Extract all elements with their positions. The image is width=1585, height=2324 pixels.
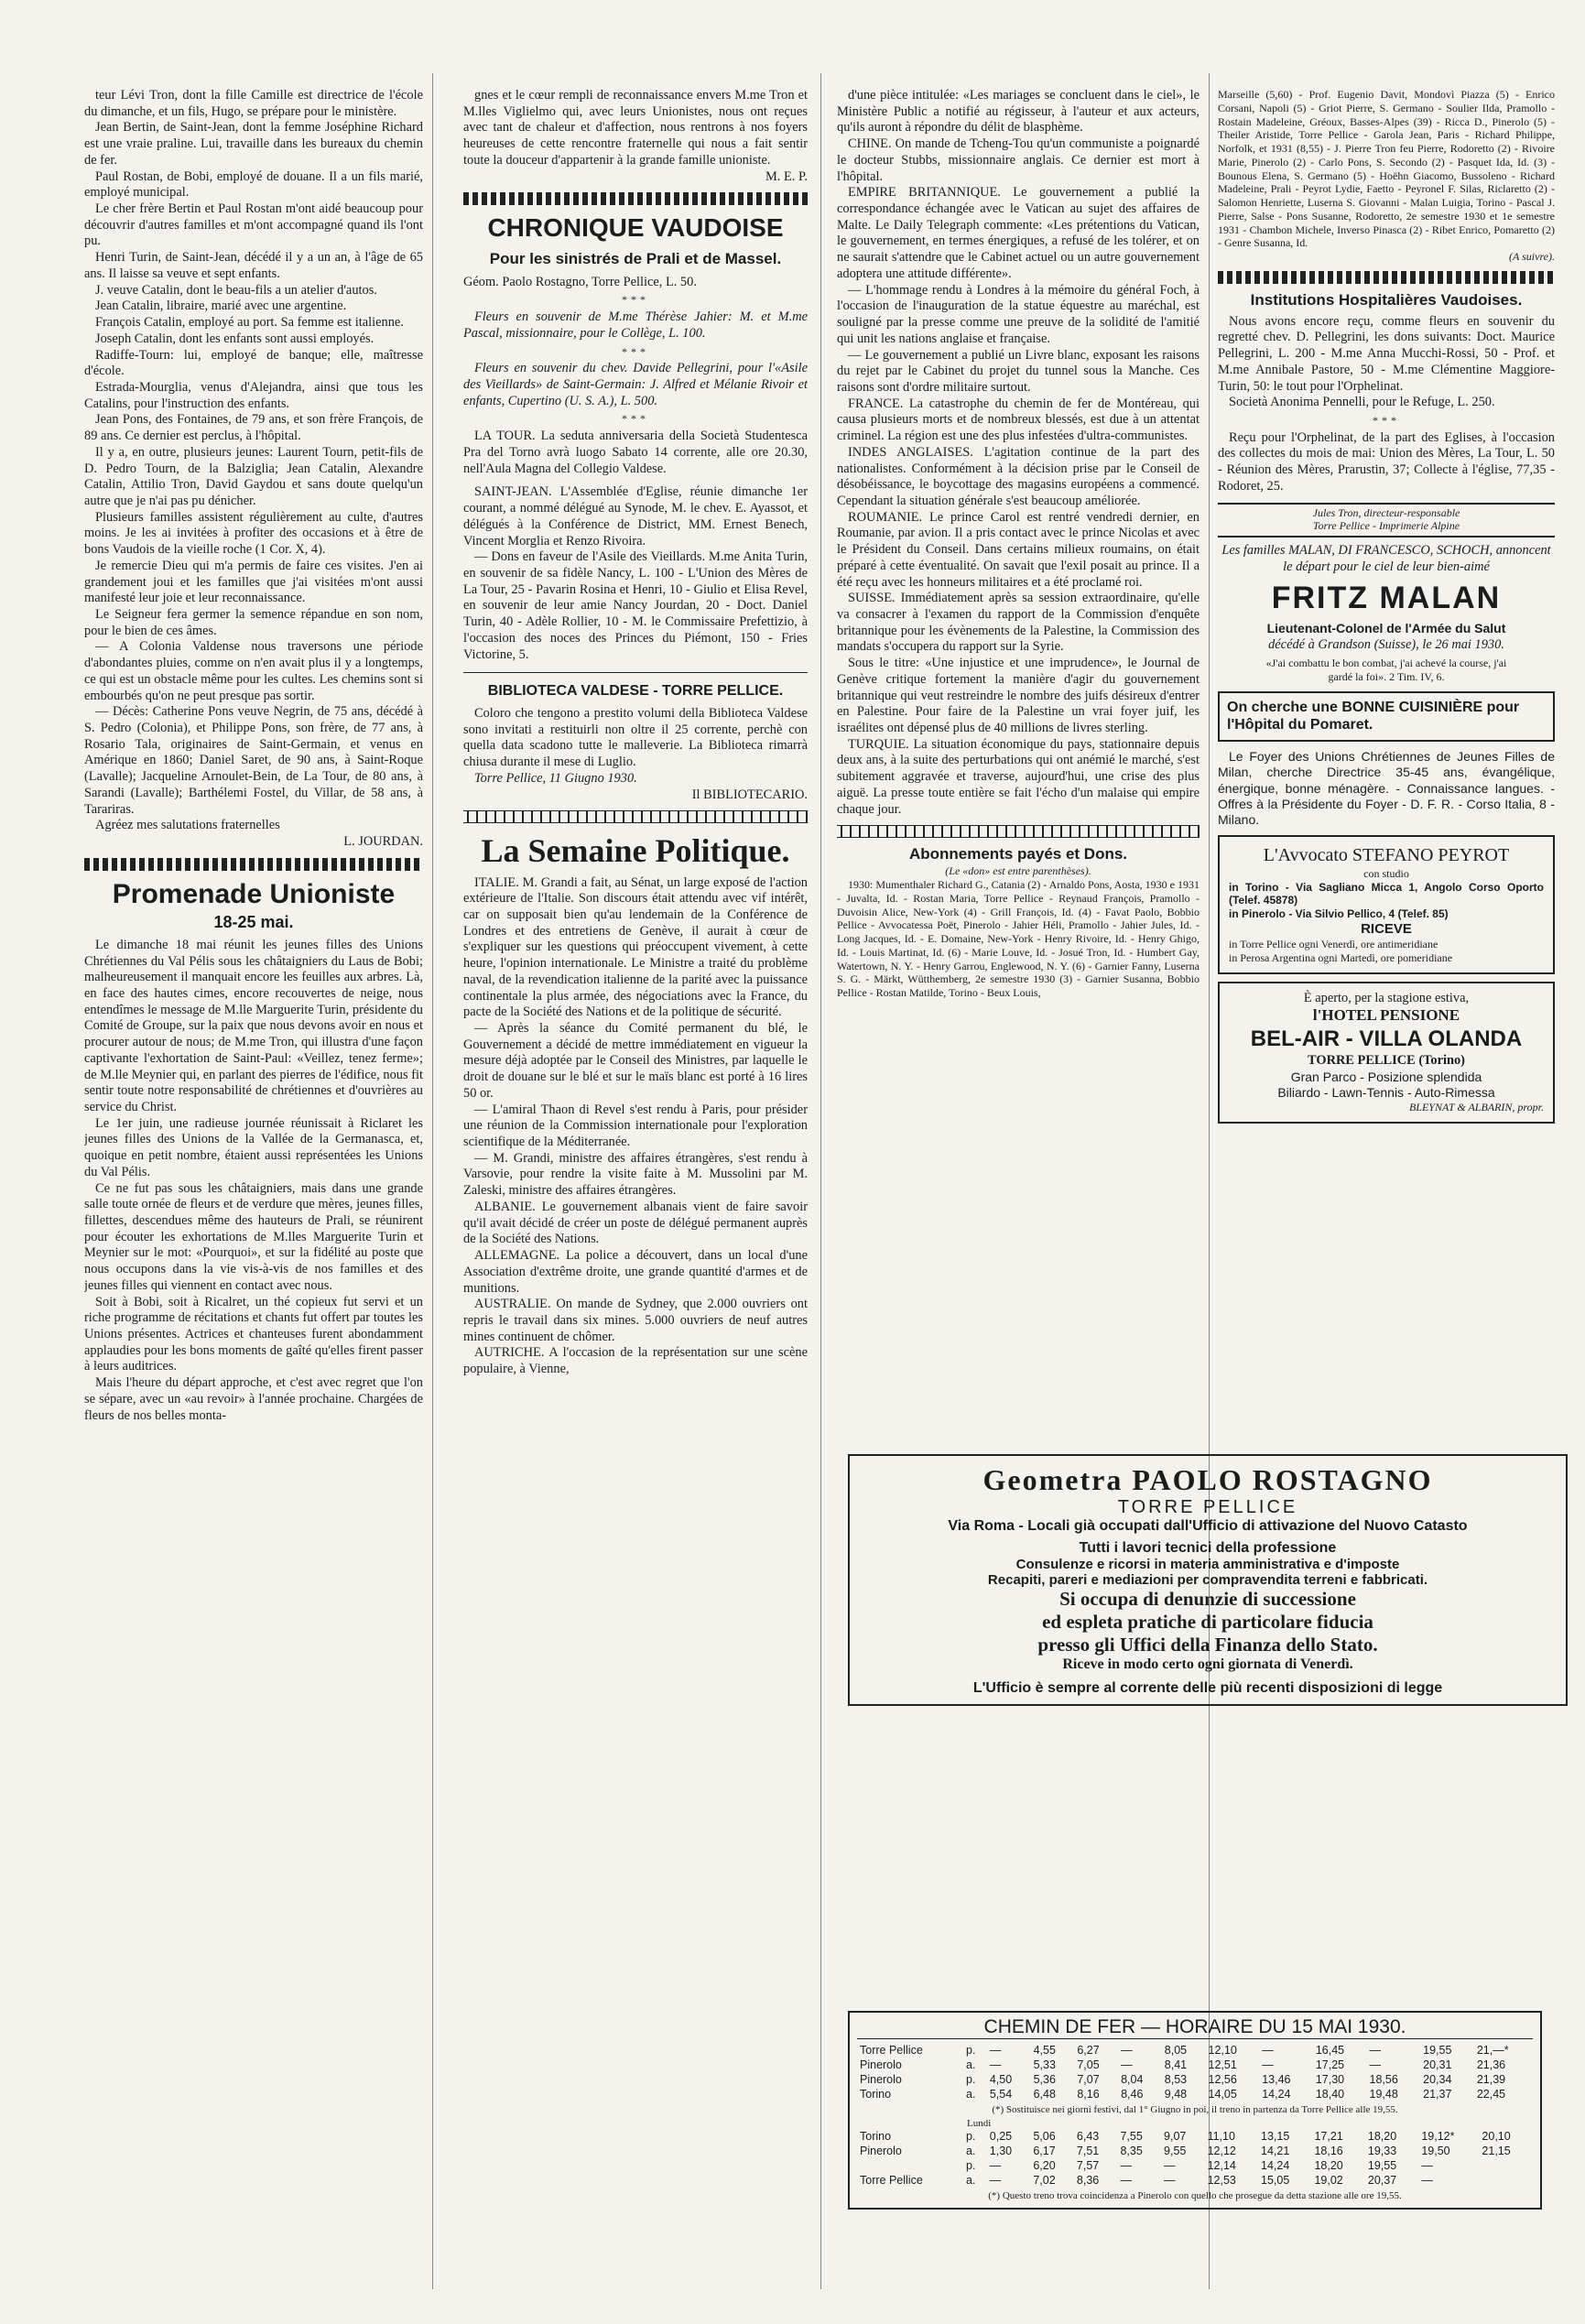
rail-time: 6,20 xyxy=(1033,2159,1056,2172)
rail-row xyxy=(857,2173,1533,2188)
column-rule xyxy=(1209,73,1210,2289)
paragraph: SUISSE. Immédiatement après sa session extraordinaire, qu'elle va consacrer à l'examen du rapport de la Commission d'enquête britannique pour les évènements de la Palestine, la Commission des mandats s'occupera du rapport sur la Syrie. xyxy=(837,591,1200,655)
rail-time: 18,20 xyxy=(1314,2159,1343,2172)
rail-station: Torino xyxy=(860,2130,892,2143)
rail-time: 6,48 xyxy=(1033,2088,1056,2101)
rail-note-1: (*) Sostituisce nei giorni festivi, dal 1° Giugno in poi, il treno in partenza da Torre Pellice alle 19,55. xyxy=(992,2104,1398,2115)
paragraph: — Le gouvernement a publié un Livre blanc, exposant les raisons du rejet par le Cabinet du projet du tunnel sous la Manche. Ces raisons sont d'ordre militaire surtout. xyxy=(837,347,1200,395)
rail-time: — xyxy=(989,2159,1002,2172)
rail-time: — xyxy=(1164,2174,1176,2187)
rail-time: 8,05 xyxy=(1164,2044,1188,2057)
avv-studio: con studio xyxy=(1363,866,1409,880)
hotel-1: È aperto, per la stagione estiva, xyxy=(1303,990,1470,1005)
rail-time: 1,30 xyxy=(989,2145,1013,2157)
rail-time: 15,05 xyxy=(1261,2174,1290,2187)
rail-table-1 xyxy=(857,2043,1533,2101)
rail-time: — xyxy=(1421,2159,1433,2172)
hotel-6: Biliardo - Lawn-Tennis - Auto-Rimessa xyxy=(1277,1084,1495,1100)
rail-station: Torre Pellice xyxy=(860,2174,923,2187)
column-1 xyxy=(84,88,423,2304)
paragraph: — A Colonia Valdense nous traversons une période d'abondantes pluies, comme on n'en avait plus il y a longtemps, ce qui est un obstacle même pour les cultes. Les chemins sont si embourbés qu'on ne peut presque pas sortir. xyxy=(84,639,423,703)
avv-pinerolo: in Pinerolo - Via Silvio Pellico, 4 (Telef. 85) xyxy=(1229,907,1449,921)
rail-time: 9,07 xyxy=(1164,2130,1187,2143)
rail-time: — xyxy=(989,2174,1002,2187)
rail-row xyxy=(857,2072,1533,2087)
paragraph: — Après la séance du Comité permanent du blé, le Gouvernement a décidé de mettre immédiatement en vigueur la mesure déjà adoptée par le Conseil des Ministres, par laquelle le droit de douane sur le blé et sur le maïs blanc est porté à 16 lires 50 or. xyxy=(463,1021,808,1101)
rail-time: 4,50 xyxy=(989,2073,1013,2086)
signature: L. JOURDAN. xyxy=(343,834,423,850)
rail-time: p. xyxy=(966,2073,976,2086)
paragraph: Mais l'heure du départ approche, et c'est avec regret que l'on se sépare, avec un «au revoir» à l'année prochaine. Chargées de fleurs de nos belles monta- xyxy=(84,1375,423,1423)
rail-time: 13,46 xyxy=(1262,2073,1291,2086)
rail-time: 21,36 xyxy=(1476,2058,1506,2071)
rail-time: — xyxy=(1369,2044,1381,2057)
rail-time: 7,57 xyxy=(1076,2159,1100,2172)
bible-verse: «J'ai combattu le bon combat, j'ai achevé la course, j'ai gardé la foi». 2 Tim. IV, 6. xyxy=(1265,657,1507,684)
cuisiniere-text: On cherche une BONNE CUISINIÈRE pour l'Hôpital du Pomaret. xyxy=(1227,699,1520,733)
rail-time: — xyxy=(1120,2159,1132,2172)
fleurs-1: Fleurs en souvenir de M.me Thérèse Jahier: M. et M.me Pascal, missionnaire, pour le Collège, L. 100. xyxy=(463,310,808,341)
rail-time: 21,15 xyxy=(1482,2145,1511,2157)
stars-divider: *** xyxy=(1373,413,1400,427)
geometra-l7: Riceve in modo certo ogni giornata di Venerdì. xyxy=(1062,1656,1353,1672)
stjean-notice: SAINT-JEAN. L'Assemblée d'Eglise, réunie dimanche 1er courant, a nommé délégué au Synode, M. le chev. E. Ayassot, et délégués à la Conférence de District, MM. Ernest Benech, Vincent Morglia et Renzo Rivoira. xyxy=(463,484,808,548)
column-rule xyxy=(820,73,821,2289)
rail-time: — xyxy=(1121,2044,1133,2057)
foyer-ad: Le Foyer des Unions Chrétiennes de Jeunes Filles de Milan, cherche Directrice 35-45 ans, évangélique, énergique, bonne ménagère. - Connaissance langues. - Offres à la Présidente du Foyer - D. F. R. - Corso Italia, 8 - Milano. xyxy=(1218,749,1555,827)
paragraph: ALBANIE. Le gouvernement albanais vient de faire savoir qu'il avait décidé de créer un poste de délégué permanent auprès de la Société des Nations. xyxy=(463,1199,808,1247)
rail-time: 5,33 xyxy=(1033,2058,1056,2071)
paragraph: ALLEMAGNE. La police a découvert, dans un local d'une Association d'extrême droite, une grande quantité d'armes et de munitions. xyxy=(463,1248,808,1296)
paragraph: Joseph Catalin, dont les enfants sont aussi employés. xyxy=(95,331,375,346)
geometra-l8: L'Ufficio è sempre al corrente delle più recenti disposizioni di legge xyxy=(972,1680,1443,1696)
geometra-l5: ed espleta pratiche di particolare fiducia xyxy=(1042,1611,1373,1633)
paragraph: J. veuve Catalin, dont le beau-fils a un atelier d'autos. xyxy=(95,282,377,298)
rail-time: 20,10 xyxy=(1482,2130,1511,2143)
rail-time: — xyxy=(1262,2058,1274,2071)
rail-time: 19,12* xyxy=(1421,2130,1455,2143)
rail-time: 5,06 xyxy=(1033,2130,1056,2143)
semaine-title: La Semaine Politique. xyxy=(481,832,790,870)
rail-time: 8,16 xyxy=(1077,2088,1100,2101)
inst-p1: Nous avons encore reçu, comme fleurs en souvenir du regretté chev. D. Pellegrini, les dons suivants: Doct. Maurice Pellegrini, L. 200 - M.me Anna Mucchi-Rossi, 50 - Prof. et M.me Annibale Pastore, 50 - M.me Clémentine Maggiore-Turin, 50: le tout pour l'Orphelinat. xyxy=(1218,313,1555,394)
paragraph: Estrada-Mourglia, venus d'Alejandra, ainsi que tous les Catalins, pour l'instruction des enfants. xyxy=(84,379,423,411)
promenade-paragraphs xyxy=(84,938,423,1425)
abonnements-continued: Marseille (5,60) - Prof. Eugenio Davit, Mondovì Piazza (5) - Enrico Corsani, Napoli (5) - Griot Pierre, S. Germano - Soulier Ilda, Pramollo - Rostain Madeleine, Gréoux, Basses-Alpes (39) - Ricca D., Pinerolo (5) - Theiler Aristide, Torre Pellice - Garola Jean, Paris - Richard Philippe, Norfolk, et 1931 (8,55) - J. Pierre Tron feu Pierre, Rodoretto (2) - Rivoire Marie, Pinerolo (2) - Carlo Pons, S. Secondo (2) - Pasquet Ida, Id. (3) - Bounous Elena, S. Germano (5) - Hoëhn Giacomo, Bussoleno - Richard Madeleine, Prali - Peyrot Lydie, Faetto - Peyronel F. Silas, Riclaretto (2) - Salomon Henriette, Luserna S. Giovanni - Malan Luigia, Torino - Pascal J. Pierre, Salse - Pons Susanne, Rodoretto, 2e semestre 1930 et 1e semestre 1931 - Chambon Michele, Inverso Pinasca (2) - Ribet Enrico, Pomaretto (2) - Genre Susanna, Id. xyxy=(1218,88,1555,250)
rail-time: 14,05 xyxy=(1208,2088,1237,2101)
paragraph: Sous le titre: «Une injustice et une imprudence», le Journal de Genève critique fortement la manière d'agir du gouvernement britannique qui veut restreindre le nombre des juifs désireux d'entrer en Palestine. Pour faire de la Palestine un vrai foyer juif, les israélites ont dépensé plus de 40 millions de livres sterling. xyxy=(837,656,1200,736)
geometra-title: Geometra PAOLO ROSTAGNO xyxy=(982,1463,1433,1496)
rail-time: 8,53 xyxy=(1164,2073,1188,2086)
intro-text: gnes et le cœur rempli de reconnaissance envers M.me Tron et M.lles Viglielmo qui, avec leurs Unionistes, nous ont reçues avec tant de chaleur et d'affection, nous rentrons à nos foyers heureuses de cette rencontre fraternelle qui nous a fait sentir toute la douceur d'appartenir à la grande famille unioniste. xyxy=(463,88,808,168)
rail-time: 18,16 xyxy=(1314,2145,1343,2157)
ornament-divider xyxy=(463,192,808,205)
fritz-rank: Lieutenant-Colonel de l'Armée du Salut xyxy=(1266,621,1506,636)
paragraph: Le Seigneur fera germer la semence répandue en son nom, pour le bien de ces âmes. xyxy=(84,607,423,638)
paragraph: Jean Catalin, libraire, marié avec une argentine. xyxy=(95,299,347,314)
paragraph: Radiffe-Tourn: lui, employé de banque; elle, maîtresse d'école. xyxy=(84,347,423,379)
geometra-l4: Si occupa di denunzie di successione xyxy=(1059,1588,1356,1610)
paragraph: AUSTRALIE. On mande de Sydney, que 2.000 ouvriers ont repris le travail dans six mines. 5.000 ouvriers de neuf autres mines continuent de chômer. xyxy=(463,1297,808,1344)
rail-time: 12,12 xyxy=(1207,2145,1236,2157)
ornament-divider xyxy=(84,858,423,871)
col3-paragraphs xyxy=(837,88,1200,818)
rail-time: 18,56 xyxy=(1369,2073,1398,2086)
rail-station: Pinerolo xyxy=(860,2073,902,2086)
rail-note-2: (*) Questo treno trova coincidenza a Pinerolo con quello che prosegue da detta stazione alle ore 19,55. xyxy=(988,2190,1402,2201)
rail-time: 21,37 xyxy=(1423,2088,1452,2101)
avv-riceve: RICEVE xyxy=(1361,920,1412,937)
rail-time: a. xyxy=(966,2145,976,2157)
sinistres-title: Pour les sinistrés de Prali et de Massel. xyxy=(489,249,782,267)
familles-notice: Les familles MALAN, DI FRANCESCO, SCHOCH, annoncent le départ pour le ciel de leur bien-aimé xyxy=(1221,543,1551,574)
geometra-l3: Recapiti, pareri e mediazioni per compravendita terreni e fabbricati. xyxy=(987,1572,1428,1588)
paragraph: — Décès: Catherine Pons veuve Negrin, de 75 ans, décédé à S. Pedro (Colonia), et Philippe Pons, son frère, de 77 ans, à Rosario Tala, originaires de Saint-Germain, et venus en Amérique en 1860; Daniel Saret, de 90 ans, à Saint-Roque (Lavalle); Jacqueline Arnoulet-Bein, de La Tour, de 80 ans, à Sarandi (Lavalle); Barthélemi Fostel, du Villar, de 58 ans, à Tarariras. xyxy=(84,704,423,817)
fritz-name: FRITZ MALAN xyxy=(1271,580,1502,615)
rail-time: 12,53 xyxy=(1207,2174,1236,2187)
geometra-l1: Tutti i lavori tecnici della professione xyxy=(1079,1540,1337,1556)
avvocato-ad xyxy=(1218,835,1555,974)
rail-time: p. xyxy=(966,2130,976,2143)
rail-time: 21,39 xyxy=(1476,2073,1506,2086)
rail-time: — xyxy=(989,2058,1002,2071)
semaine-paragraphs xyxy=(463,875,808,1378)
rail-timetable xyxy=(848,2011,1542,2210)
rail-time: a. xyxy=(966,2174,976,2187)
paragraph: Je remercie Dieu qui m'a permis de faire ces visites. J'en ai grandement joui et les familles que j'ai visitées m'ont aussi manifesté leur joie et leur reconnaissance. xyxy=(84,558,423,606)
rail-time: 17,21 xyxy=(1314,2130,1343,2143)
rail-station: Pinerolo xyxy=(860,2145,902,2157)
sinistres-line: Géom. Paolo Rostagno, Torre Pellice, L. 50. xyxy=(463,274,697,289)
paragraph: Il y a, en outre, plusieurs jeunes: Laurent Tourn, petit-fils de D. Pedro Tourn, de la Balziglia; Jean Catalin, Alexandre Catalin, Attilio Tron, David Gaydou et sans doute quelqu'un autre que je n'ai pas pu dénicher. xyxy=(84,444,423,508)
rail-time: 19,48 xyxy=(1369,2088,1398,2101)
geometra-l6: presso gli Uffici della Finanza dello Stato. xyxy=(1037,1634,1378,1656)
rail-time: a. xyxy=(966,2088,976,2101)
geometra-ad xyxy=(848,1454,1568,1706)
paragraph: Le cher frère Bertin et Paul Rostan m'ont aidé beaucoup pour découvrir d'autres familles et m'ont accompagné quand ils l'ont pu. xyxy=(84,201,423,249)
column-4 xyxy=(1218,88,1555,1416)
paragraph: teur Lévi Tron, dont la fille Camille est directrice de l'école du dimanche, et un fils, Hugo, se prépare pour le ministère. xyxy=(84,88,423,119)
stars-divider: *** xyxy=(622,412,649,426)
rail-time: — xyxy=(1121,2058,1133,2071)
institutions-title: Institutions Hospitalières Vaudoises. xyxy=(1250,290,1523,309)
ornament-divider xyxy=(463,810,808,823)
rail-time: 20,34 xyxy=(1423,2073,1452,2086)
rail-time: 6,27 xyxy=(1077,2044,1100,2057)
geometra-place: TORRE PELLICE xyxy=(1117,1497,1298,1517)
rail-time: — xyxy=(1262,2044,1274,2057)
paragraph: Ce ne fut pas sous les châtaigniers, mais dans une grande salle toute ornée de fleurs et de verdure que mères, jeunes filles, fillettes, descendues même des hauteurs de Prali, se réunirent pour écouter les exhortations de M.lles Marguerite Turin et Meynier sur le mot: «Pourquoi», et sur la fidélité au poste que nous occupons dans la vie vis-à-vis de nos familles et des jeunes filles qui viennent en contact avec nous. xyxy=(84,1180,423,1293)
paragraph: d'une pièce intitulée: «Les mariages se concluent dans le ciel», le Ministère Public a notifié au régisseur, à l'auteur et aux acteurs, qu'ils auront à répondre du délit de blasphème. xyxy=(837,88,1200,136)
rail-time: 16,45 xyxy=(1315,2044,1345,2057)
rail-time: 11,10 xyxy=(1207,2130,1235,2143)
column-3 xyxy=(837,88,1200,1416)
rail-time: — xyxy=(1421,2174,1433,2187)
rail-station xyxy=(857,2158,963,2173)
paragraph: Paul Rostan, de Bobi, employé de douane. Il a un fils marié, employé municipal. xyxy=(84,168,423,201)
paragraph: Agréez mes salutations fraternelles xyxy=(95,818,280,833)
hotel-3: BEL-AIR - VILLA OLANDA xyxy=(1250,1026,1523,1052)
abonnements-subtitle: (Le «don» est entre parenthèses). xyxy=(945,864,1091,878)
rail-time: 20,37 xyxy=(1367,2174,1397,2187)
column-2 xyxy=(463,88,808,2304)
inst-p2: Società Anonima Pennelli, pour le Refuge, L. 250. xyxy=(1229,395,1495,410)
ornament-divider xyxy=(837,825,1200,838)
dons-notice: — Dons en faveur de l'Asile des Vieillards. M.me Anita Turin, en souvenir de sa fidèle Nancy, L. 100 - L'Union des Mères de La Tour, 25 - Pavarin Rosina et Henri, 10 - Giulio et Elisa Revel, en souvenir de leur amie Nancy Jourdan, 20 - Doct. Daniel Turin, 40 - Adèle Rollier, 10 - M. le Commissaire Prefettizio, à l'occasion des noces des Princes du Piémont, 150 - Fries Victorine, 5. xyxy=(463,549,808,662)
stars-divider: *** xyxy=(622,344,649,358)
chronique-title: CHRONIQUE VAUDOISE xyxy=(487,213,784,243)
rail-time: 14,24 xyxy=(1261,2159,1290,2172)
hotel-2: l'HOTEL PENSIONE xyxy=(1312,1006,1460,1025)
paragraph: CHINE. On mande de Tcheng-Tou qu'un communiste a poignardé le docteur Stubbs, missionnaire anglais. Ce dernier est mort à l'hôpital. xyxy=(837,136,1200,184)
rail-time: 4,55 xyxy=(1033,2044,1056,2057)
rail-time: 6,17 xyxy=(1033,2145,1056,2157)
biblio-date: Torre Pellice, 11 Giugno 1930. xyxy=(474,770,637,786)
cuisiniere-ad xyxy=(1218,691,1555,742)
abonnements-title: Abonnements payés et Dons. xyxy=(908,845,1128,863)
imprint-director: Jules Tron, directeur-responsable xyxy=(1312,505,1460,519)
paragraph: Jean Pons, des Fontaines, de 79 ans, et son frère François, de 89 ans. Ce dernier est perclus, à l'hôpital. xyxy=(84,412,423,444)
rail-time: 19,02 xyxy=(1314,2174,1343,2187)
a-suivre: (A suivre). xyxy=(1509,250,1555,263)
paragraph: Le dimanche 18 mai réunit les jeunes filles des Unions Chrétiennes du Val Pélis sous les châtaigniers du Laus de Bobi; malheureusement il manquait encore les feuilles aux arbres. Là, en face des hautes cimes, encore recouvertes de neige, nous entendîmes le message de M.lle Marguerite Turin, présidente du Comité de Groupe, sur la paix que nous devons avoir en nous et procurer autour de nous; de M.me Tron, qui illustra d'une façon captivante l'exhortation de Saint-Paul: «Veillez, tenez ferme»; de M.lle Meynier qui, en parlant des pierres de l'édifice, nous fit sentir toute notre responsabilité de chrétiennes et d'ouvrières au service du Christ. xyxy=(84,937,423,1114)
rail-time: 9,55 xyxy=(1164,2145,1187,2157)
column-rule xyxy=(432,73,433,2289)
abonnements-list: 1930: Mumenthaler Richard G., Catania (2) - Arnaldo Pons, Aosta, 1930 e 1931 - Juvalta, Id. - Rostan Maria, Torre Pellice - Reynaud François, Pramollo - Duvoisin Alice, New-York (4) - Grill François, Id. (4) - Favat Paolo, Bobbio Pellice - Avvocatessa Poët, Pinerolo - Jahier Héli, Pramollo - Jahier Jules, Id. - Long Jacques, Id. - E. Domaine, New-York - Henry Rivoire, Id. - Henry Ghigo, Id. - Louis Martinat, Id. (6) - Marie Louve, Id. - Josué Tron, Id. - Humbert Gay, Watertown, N. Y. - Henry Garrou, Englewood, N. Y. (6) - Garnier Fanny, Luserna S. G. - Märkt, Wütthemberg, 2e semestre 1930 (3) - Garnier Susanna, Bobbio Pellice - Rostan Matilde, Torino - Beux Louis, xyxy=(837,878,1200,999)
rail-time: 7,05 xyxy=(1077,2058,1100,2071)
rail-row xyxy=(857,2158,1533,2173)
fleurs-2: Fleurs en souvenir du chev. Davide Pellegrini, pour l'«Asile des Vieillards» de Saint-Germain: J. Alfred et Mélanie Rivoir et enfants, Cupertino (U. S. A.), L. 500. xyxy=(463,361,808,408)
paragraph: AUTRICHE. A l'occasion de la représentation sur une scène populaire, à Vienne, xyxy=(463,1345,808,1377)
rail-time xyxy=(1479,2173,1533,2188)
biblio-title: BIBLIOTECA VALDESE - TORRE PELLICE. xyxy=(487,683,784,700)
paragraph: INDES ANGLAISES. L'agitation continue de la part des nationalistes. Conformément à la décision prise par le Conseil de désobéissance, le boycottage des magasins européens a commencé. Cependant la situation générale s'est beaucoup améliorée. xyxy=(837,444,1200,508)
biblio-signature: Il BIBLIOTECARIO. xyxy=(691,787,808,802)
rail-time: 7,02 xyxy=(1033,2174,1056,2187)
paragraph: — L'hommage rendu à Londres à la mémoire du général Foch, à l'occasion de l'inauguration de la statue équestre au maréchal, est souligné par la presse comme une preuve de la solidité de l'amitié qui unit les nations anglaise et française. xyxy=(837,282,1200,346)
geometra-l2: Consulenze e ricorsi in materia amministrativa e d'imposte xyxy=(1015,1557,1400,1572)
rail-lundi: Lundi xyxy=(967,2118,992,2129)
rail-time: 9,48 xyxy=(1164,2088,1188,2101)
paragraph: Plusieurs familles assistent régulièrement au culte, d'autres moins. Je les ai invitées à profiter des occasions et à être de bons Vaudois de la vieille roche (1 Cor. X, 4). xyxy=(84,509,423,558)
rail-time: 8,35 xyxy=(1120,2145,1143,2157)
rail-table-2 xyxy=(857,2129,1533,2188)
promenade-title: Promenade Unioniste xyxy=(112,878,396,909)
promenade-dates: 18-25 mai. xyxy=(213,912,294,931)
rail-time: 5,36 xyxy=(1033,2073,1056,2086)
rail-time: 14,21 xyxy=(1261,2145,1290,2157)
rail-time: 12,10 xyxy=(1208,2044,1237,2057)
rail-row xyxy=(857,2043,1533,2058)
rail-time: 12,51 xyxy=(1208,2058,1237,2071)
rail-row xyxy=(857,2144,1533,2158)
rail-time: — xyxy=(989,2044,1002,2057)
hotel-5: Gran Parco - Posizione splendida xyxy=(1290,1069,1482,1084)
paragraph: Henri Turin, de Saint-Jean, décédé il y a un an, à l'âge de 65 ans. Il laisse sa veuve et sept enfants. xyxy=(84,250,423,281)
rail-time: 6,43 xyxy=(1076,2130,1100,2143)
rail-station: Torino xyxy=(860,2088,892,2101)
rail-time: 8,04 xyxy=(1121,2073,1144,2086)
hotel-7: BLEYNAT & ALBARIN, propr. xyxy=(1408,1101,1544,1114)
geometra-addr: Via Roma - Locali già occupati dall'Ufficio di attivazione del Nuovo Catasto xyxy=(948,1518,1468,1534)
rail-time: 12,14 xyxy=(1207,2159,1236,2172)
rail-row xyxy=(857,2058,1533,2072)
rail-time: 21,—* xyxy=(1476,2044,1509,2057)
rail-station: Pinerolo xyxy=(860,2058,902,2071)
rail-time: 13,15 xyxy=(1261,2130,1290,2143)
avv-r1: in Torre Pellice ogni Venerdì, ore antimeridiane xyxy=(1229,938,1438,951)
rail-station: Torre Pellice xyxy=(860,2044,923,2057)
rail-time: p. xyxy=(966,2159,976,2172)
hotel-ad xyxy=(1218,982,1555,1124)
rail-time: 19,55 xyxy=(1367,2159,1397,2172)
imprint-printer: Torre Pellice - Imprimerie Alpine xyxy=(1218,519,1555,538)
rail-time: 7,07 xyxy=(1077,2073,1100,2086)
ornament-divider xyxy=(1218,271,1555,284)
rail-time: 5,54 xyxy=(989,2088,1013,2101)
inst-p3: Reçu pour l'Orphelinat, de la part des Eglises, à l'occasion des collectes du mois de mai: Union des Mères, La Tour, L. 50 - Réunion des Mères, Prarustin, 37; Collecte à l'église, 77,35 - Rodoret, 25. xyxy=(1218,429,1555,494)
rail-time: 17,25 xyxy=(1315,2058,1345,2071)
rail-time: 20,31 xyxy=(1423,2058,1452,2071)
rail-time: 18,20 xyxy=(1367,2130,1397,2143)
avv-title: L'Avvocato STEFANO PEYROT xyxy=(1263,845,1510,866)
rail-time: 8,41 xyxy=(1164,2058,1188,2071)
rail-time: 0,25 xyxy=(989,2130,1013,2143)
col1-paragraphs xyxy=(84,88,423,834)
rail-time: — xyxy=(1120,2174,1132,2187)
rail-time: 8,36 xyxy=(1076,2174,1100,2187)
rail-time: a. xyxy=(966,2058,976,2071)
fritz-death: décédé à Grandson (Suisse), le 26 mai 1930. xyxy=(1268,636,1504,652)
rail-time xyxy=(1479,2158,1533,2173)
rail-time: 19,55 xyxy=(1423,2044,1452,2057)
rail-time: 12,56 xyxy=(1208,2073,1237,2086)
stars-divider: *** xyxy=(622,293,649,307)
rail-title: CHEMIN DE FER — HORAIRE DU 15 MAI 1930. xyxy=(857,2016,1533,2039)
rail-time: 14,24 xyxy=(1262,2088,1291,2101)
paragraph: TURQUIE. La situation économique du pays, stationnaire depuis deux ans, à la suite des perturbations qui ont anémié le marché, s'est subitement aggravée et traverse, aujourd'hui, une crise des plus aiguë. La presse toute entière se fait l'écho d'un malaise qui empire chaque jour. xyxy=(837,736,1200,817)
paragraph: FRANCE. La catastrophe du chemin de fer de Montéreau, qui causa plusieurs morts et de nombreux blessés, est due à un attentat criminel. La région est une des plus infestées d'ultra-communistes. xyxy=(837,396,1200,444)
paragraph: — L'amiral Thaon di Revel s'est rendu à Paris, pour présider une réunion de la Commission internationale pour l'exploration scientifique de la Méditerranée. xyxy=(463,1102,808,1150)
paragraph: Jean Bertin, de Saint-Jean, dont la femme Joséphine Richard est une vraie praline. Lui, travaille dans les bureaux du chemin de fer. xyxy=(84,120,423,168)
hotel-4: TORRE PELLICE (Torino) xyxy=(1308,1052,1465,1068)
intro-signature: M. E. P. xyxy=(765,168,808,184)
rail-time: 22,45 xyxy=(1476,2088,1506,2101)
paragraph: — M. Grandi, ministre des affaires étrangères, s'est rendu à Varsovie, pour rendre la visite faite à M. Mussolini par M. Zaleski, ministre des affaires étrangères. xyxy=(463,1150,808,1199)
rail-time: 19,50 xyxy=(1421,2145,1450,2157)
paragraph: ROUMANIE. Le prince Carol est rentré vendredi dernier, en Roumanie, par avion. Il a pris contact avec le prince Nicolas et avec le Président du Conseil. Dans certains milieux roumains, on était préparé à cette éventualité. On savait que l'exil posait au prince. Il a été reçu avec les honneurs militaires et a été proclamé roi. xyxy=(837,509,1200,590)
rail-time: — xyxy=(1369,2058,1381,2071)
rail-time: 17,30 xyxy=(1315,2073,1345,2086)
rail-row xyxy=(857,2087,1533,2101)
paragraph: Le 1er juin, une radieuse journée réunissait à Riclaret les jeunes filles des Unions de la Vallée de la Germanasca, et, quoique en petit nombre, étaient aussi représentées les Unions du Val Pélis. xyxy=(84,1115,423,1179)
paragraph: François Catalin, employé au port. Sa femme est italienne. xyxy=(95,315,404,331)
rail-time: — xyxy=(1164,2159,1176,2172)
biblio-text: Coloro che tengono a prestito volumi della Biblioteca Valdese sono invitati a restituirli non oltre il 25 corrente, perchè con quella data scadono tutte le malleverie. La Biblioteca rimarrà chiusa durante il mese di Luglio. xyxy=(463,705,808,770)
rail-time: 19,33 xyxy=(1367,2145,1397,2157)
avv-torino: in Torino - Via Sagliano Micca 1, Angolo Corso Oporto (Telef. 45878) xyxy=(1229,880,1544,907)
rail-time: 7,51 xyxy=(1076,2145,1100,2157)
paragraph: ITALIE. M. Grandi a fait, au Sénat, un large exposé de l'action extérieure de l'Italie. Son discours était attendu avec vif intérêt, car on supposait bien qu'au lendemain de la Conférence de Londres et des entretiens de Genève, il aurait à cœur de s'expliquer sur les questions qui préoccupent vivement, à cette heure, l'opinion internationale. Le Ministre a traité du problème naval, de la revendication italienne de la parité avec la puissance continentale la plus armée, des négociations avec la France, du pacte de la Société des Nations et de la politique de sécurité. xyxy=(463,874,808,1020)
rail-time: p. xyxy=(966,2044,976,2057)
rail-time: 18,40 xyxy=(1315,2088,1345,2101)
avv-r2: in Perosa Argentina ogni Martedì, ore pomeridiane xyxy=(1229,951,1453,964)
paragraph: Soit à Bobi, soit à Ricalret, un thé copieux fut servi et un riche programme de récitations et chants fut offert par toutes les Unions présentes. Actrices et chanteuses furent abondamment applaudies pour les bons moments de gaîté qu'elles firent passer à leurs auditrices. xyxy=(84,1294,423,1374)
rail-row xyxy=(857,2129,1533,2144)
rail-time: 7,55 xyxy=(1120,2130,1143,2143)
latour-notice: LA TOUR. La seduta anniversaria della Società Studentesca Pra del Torno avrà luogo Sabato 14 corrente, alle ore 20.30, nell'Aula Magna del Collegio Valdese. xyxy=(463,429,808,476)
rail-time: 8,46 xyxy=(1121,2088,1144,2101)
paragraph: EMPIRE BRITANNIQUE. Le gouvernement a publié la correspondance échangée avec le Vatican au sujet des affaires de Malte. Le Daily Telegraph commente: «Les prétentions du Vatican, le gouvernement, en termes énergiques, a refusé de les tolérer, et on ne saurait s'attendre que le Cabinet actuel ou un autre gouvernement adoptera une attitude différente». xyxy=(837,185,1200,281)
